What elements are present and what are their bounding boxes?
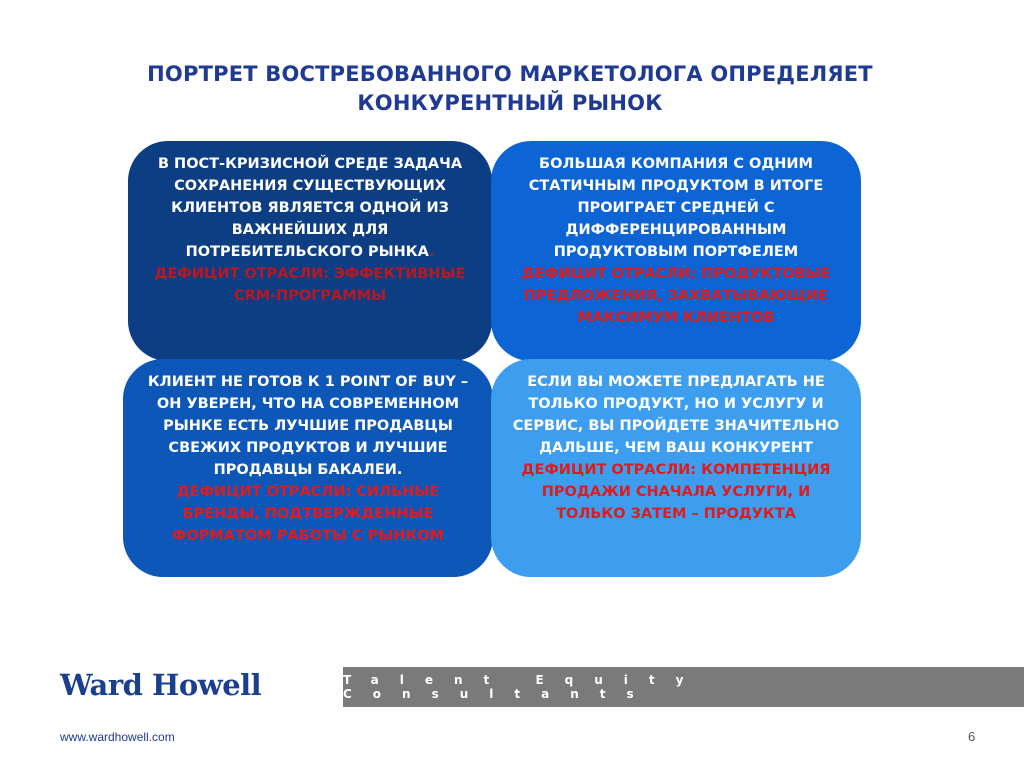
title-line-1: ПОРТРЕТ ВОСТРЕБОВАННОГО МАРКЕТОЛОГА ОПРЕДЕЛЯЕТ (147, 62, 873, 86)
box-deficit: ДЕФИЦИТ ОТРАСЛИ: КОМПЕТЕНЦИЯ ПРОДАЖИ СНАЧАЛА УСЛУГИ, И ТОЛЬКО ЗАТЕМ – ПРОДУКТА (521, 462, 831, 522)
box-deficit: ДЕФИЦИТ ОТРАСЛИ: ЭФФЕКТИВНЫЕ CRM-ПРОГРАММЫ (154, 266, 466, 304)
box-bottom-left (123, 359, 493, 577)
box-statement: ЕСЛИ ВЫ МОЖЕТЕ ПРЕДЛАГАТЬ НЕ ТОЛЬКО ПРОДУКТ, НО И УСЛУГУ И СЕРВИС, ВЫ ПРОЙДЕТЕ ЗНАЧИТЕЛЬНО ДАЛЬШЕ, ЧЕМ ВАШ КОНКУРЕНТ (512, 374, 840, 456)
box-statement: КЛИЕНТ НЕ ГОТОВ К 1 POINT OF BUY – ОН УВЕРЕН, ЧТО НА СОВРЕМЕННОМ РЫНКЕ ЕСТЬ ЛУЧШИЕ ПРОДАВЦЫ СВЕЖИХ ПРОДУКТОВ И ЛУЧШИЕ ПРОДАВЦЫ БАКАЛЕИ. (147, 374, 469, 478)
box-dot: . (428, 244, 435, 260)
box-statement: БОЛЬШАЯ КОМПАНИЯ С ОДНИМ СТАТИЧНЫМ ПРОДУКТОМ В ИТОГЕ ПРОИГРАЕТ СРЕДНЕЙ С ДИФФЕРЕНЦИРОВАННЫМ ПРОДУКТОВЫМ ПОРТФЕЛЕМ (528, 156, 824, 260)
slide-title (80, 60, 940, 118)
box-statement: В ПОСТ-КРИЗИСНОЙ СРЕДЕ ЗАДАЧА СОХРАНЕНИЯ СУЩЕСТВУЮЩИХ КЛИЕНТОВ ЯВЛЯЕТСЯ ОДНОЙ ИЗ ВАЖНЕЙШИХ ДЛЯ ПОТРЕБИТЕЛЬСКОГО РЫНКА (157, 156, 463, 260)
tagline-bar: Talent Equity Consultants (343, 667, 1024, 707)
box-deficit: ДЕФИЦИТ ОТРАСЛИ: ПРОДУКТОВЫЕ ПРЕДЛОЖЕНИЯ, ЗАХВАТЫВАЮЩИЕ МАКСИМУМ КЛИЕНТОВ (521, 266, 831, 326)
ward-howell-logo: Ward Howell (60, 668, 262, 702)
page-number: 6 (968, 729, 976, 744)
title-line-2: КОНКУРЕНТНЫЙ РЫНОК (357, 91, 663, 115)
box-top-right (491, 141, 861, 361)
box-top-left (128, 141, 492, 361)
box-bottom-right (491, 359, 861, 577)
website-link[interactable]: www.wardhowell.com (60, 730, 175, 744)
box-deficit: ДЕФИЦИТ ОТРАСЛИ: СИЛЬНЫЕ БРЕНДЫ, ПОДТВЕРЖДЕННЫЕ ФОРМАТОМ РАБОТЫ С РЫНКОМ (172, 484, 444, 544)
